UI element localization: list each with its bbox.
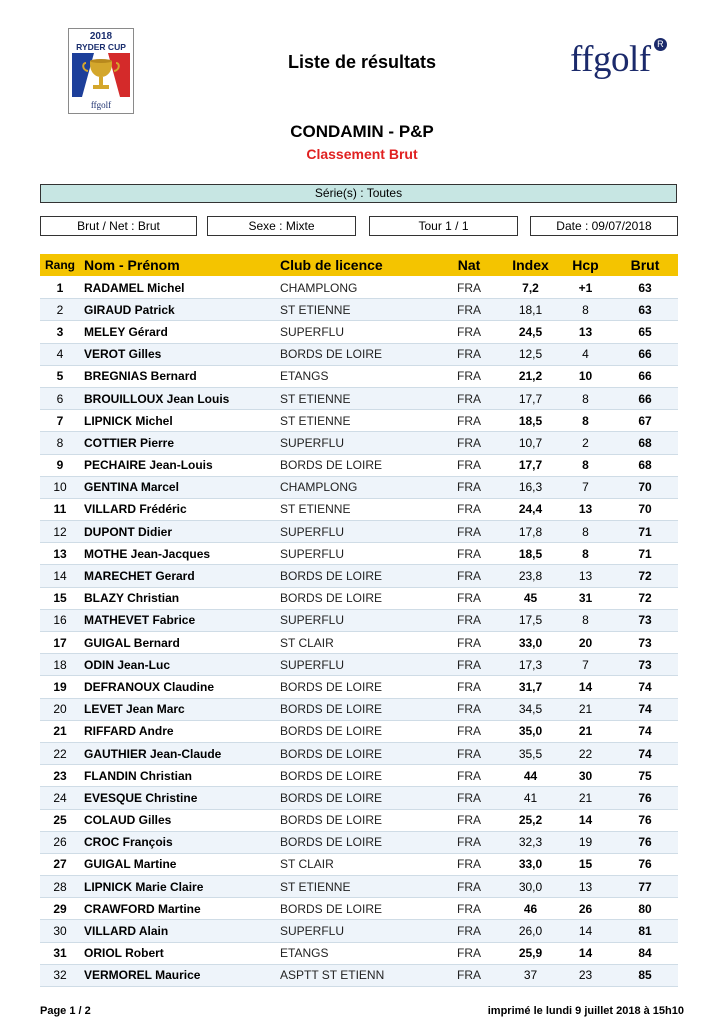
row-rang: 7: [40, 410, 80, 432]
row-index: 45: [502, 587, 559, 609]
row-index: 18,1: [502, 299, 559, 321]
row-nat: FRA: [436, 920, 502, 942]
row-hcp: 8: [559, 454, 612, 476]
row-brut: 74: [612, 720, 678, 742]
col-brut: Brut: [612, 254, 678, 277]
row-brut: 67: [612, 410, 678, 432]
row-nom: CROC François: [80, 831, 276, 853]
row-index: 23,8: [502, 565, 559, 587]
row-index: 21,2: [502, 365, 559, 387]
row-nat: FRA: [436, 277, 502, 299]
row-brut: 73: [612, 632, 678, 654]
row-rang: 19: [40, 676, 80, 698]
row-rang: 6: [40, 387, 80, 409]
row-index: 16,3: [502, 476, 559, 498]
row-nat: FRA: [436, 942, 502, 964]
row-club: ASPTT ST ETIENN: [276, 964, 436, 986]
row-club: SUPERFLU: [276, 321, 436, 343]
row-nat: FRA: [436, 853, 502, 875]
row-brut: 68: [612, 454, 678, 476]
row-brut: 72: [612, 565, 678, 587]
table-row: [40, 587, 678, 609]
row-index: 35,0: [502, 720, 559, 742]
row-rang: 8: [40, 432, 80, 454]
table-row: [40, 942, 678, 964]
row-hcp: 30: [559, 765, 612, 787]
row-brut: 66: [612, 365, 678, 387]
row-brut: 81: [612, 920, 678, 942]
row-nat: FRA: [436, 498, 502, 520]
row-brut: 70: [612, 476, 678, 498]
row-nat: FRA: [436, 387, 502, 409]
row-brut: 77: [612, 876, 678, 898]
row-nom: LIPNICK Marie Claire: [80, 876, 276, 898]
row-nom: EVESQUE Christine: [80, 787, 276, 809]
row-index: 18,5: [502, 410, 559, 432]
row-index: 25,2: [502, 809, 559, 831]
row-brut: 76: [612, 831, 678, 853]
row-hcp: 13: [559, 321, 612, 343]
row-club: ST ETIENNE: [276, 299, 436, 321]
table-row: [40, 809, 678, 831]
row-club: BORDS DE LOIRE: [276, 809, 436, 831]
row-hcp: 26: [559, 898, 612, 920]
row-brut: 74: [612, 676, 678, 698]
row-index: 17,7: [502, 387, 559, 409]
row-nom: BREGNIAS Bernard: [80, 365, 276, 387]
row-nat: FRA: [436, 432, 502, 454]
serie-banner: Série(s) : Toutes: [40, 184, 677, 203]
row-nat: FRA: [436, 964, 502, 986]
row-rang: 28: [40, 876, 80, 898]
row-nat: FRA: [436, 321, 502, 343]
row-nom: DUPONT Didier: [80, 521, 276, 543]
row-index: 12,5: [502, 343, 559, 365]
row-nat: FRA: [436, 454, 502, 476]
row-rang: 26: [40, 831, 80, 853]
row-club: BORDS DE LOIRE: [276, 898, 436, 920]
row-rang: 21: [40, 720, 80, 742]
row-index: 17,5: [502, 609, 559, 631]
row-nat: FRA: [436, 365, 502, 387]
row-hcp: 23: [559, 964, 612, 986]
table-row: [40, 787, 678, 809]
row-brut: 66: [612, 387, 678, 409]
row-brut: 63: [612, 299, 678, 321]
row-club: BORDS DE LOIRE: [276, 831, 436, 853]
row-nat: FRA: [436, 720, 502, 742]
row-nom: VILLARD Frédéric: [80, 498, 276, 520]
col-nat: Nat: [436, 254, 502, 277]
row-brut: 75: [612, 765, 678, 787]
row-brut: 72: [612, 587, 678, 609]
row-brut: 80: [612, 898, 678, 920]
logo-name: RYDER CUP: [76, 42, 126, 52]
row-club: SUPERFLU: [276, 432, 436, 454]
row-nom: LIPNICK Michel: [80, 410, 276, 432]
table-row: [40, 299, 678, 321]
row-index: 46: [502, 898, 559, 920]
row-nom: VILLARD Alain: [80, 920, 276, 942]
row-index: 35,5: [502, 742, 559, 764]
row-rang: 2: [40, 299, 80, 321]
row-hcp: 22: [559, 742, 612, 764]
table-row: [40, 410, 678, 432]
row-club: SUPERFLU: [276, 654, 436, 676]
row-nom: CRAWFORD Martine: [80, 898, 276, 920]
row-nat: FRA: [436, 809, 502, 831]
row-club: CHAMPLONG: [276, 476, 436, 498]
row-nat: FRA: [436, 299, 502, 321]
col-club: Club de licence: [276, 254, 436, 277]
table-row: [40, 543, 678, 565]
row-club: SUPERFLU: [276, 609, 436, 631]
row-hcp: 31: [559, 587, 612, 609]
row-nom: DEFRANOUX Claudine: [80, 676, 276, 698]
sexe-box: Sexe : Mixte: [207, 216, 356, 236]
table-row: [40, 654, 678, 676]
row-rang: 20: [40, 698, 80, 720]
table-row: [40, 609, 678, 631]
row-rang: 13: [40, 543, 80, 565]
row-rang: 3: [40, 321, 80, 343]
row-nat: FRA: [436, 742, 502, 764]
row-nom: GAUTHIER Jean-Claude: [80, 742, 276, 764]
row-nat: FRA: [436, 476, 502, 498]
col-index: Index: [502, 254, 559, 277]
row-nat: FRA: [436, 698, 502, 720]
row-hcp: 13: [559, 876, 612, 898]
row-club: BORDS DE LOIRE: [276, 742, 436, 764]
table-row: [40, 454, 678, 476]
table-row: [40, 365, 678, 387]
row-nat: FRA: [436, 410, 502, 432]
row-hcp: 10: [559, 365, 612, 387]
row-nom: COTTIER Pierre: [80, 432, 276, 454]
row-nom: FLANDIN Christian: [80, 765, 276, 787]
row-rang: 22: [40, 742, 80, 764]
row-hcp: 13: [559, 565, 612, 587]
table-row: [40, 720, 678, 742]
row-hcp: 8: [559, 387, 612, 409]
row-rang: 10: [40, 476, 80, 498]
print-date: imprimé le lundi 9 juillet 2018 à 15h10: [487, 1005, 684, 1017]
row-hcp: 8: [559, 299, 612, 321]
row-club: ETANGS: [276, 942, 436, 964]
col-nom: Nom - Prénom: [80, 254, 276, 277]
row-index: 7,2: [502, 277, 559, 299]
table-row: [40, 831, 678, 853]
row-club: ST ETIENNE: [276, 387, 436, 409]
row-index: 24,4: [502, 498, 559, 520]
row-rang: 16: [40, 609, 80, 631]
row-club: BORDS DE LOIRE: [276, 565, 436, 587]
row-club: BORDS DE LOIRE: [276, 765, 436, 787]
row-brut: 76: [612, 787, 678, 809]
row-nat: FRA: [436, 587, 502, 609]
row-club: BORDS DE LOIRE: [276, 698, 436, 720]
table-row: [40, 476, 678, 498]
row-nat: FRA: [436, 632, 502, 654]
table-row: [40, 964, 678, 986]
row-brut: 73: [612, 609, 678, 631]
row-index: 32,3: [502, 831, 559, 853]
page-number: Page 1 / 2: [40, 1005, 91, 1017]
table-row: [40, 277, 678, 299]
row-nom: BLAZY Christian: [80, 587, 276, 609]
row-nat: FRA: [436, 654, 502, 676]
row-nat: FRA: [436, 787, 502, 809]
row-hcp: 7: [559, 476, 612, 498]
row-rang: 27: [40, 853, 80, 875]
row-rang: 31: [40, 942, 80, 964]
row-nat: FRA: [436, 676, 502, 698]
row-index: 26,0: [502, 920, 559, 942]
row-rang: 32: [40, 964, 80, 986]
row-hcp: 20: [559, 632, 612, 654]
row-hcp: 21: [559, 787, 612, 809]
row-hcp: 8: [559, 543, 612, 565]
row-nat: FRA: [436, 343, 502, 365]
row-rang: 15: [40, 587, 80, 609]
row-club: BORDS DE LOIRE: [276, 587, 436, 609]
row-nom: MATHEVET Fabrice: [80, 609, 276, 631]
row-hcp: 8: [559, 410, 612, 432]
logo-year: 2018: [89, 31, 113, 42]
row-nom: MARECHET Gerard: [80, 565, 276, 587]
row-nom: GIRAUD Patrick: [80, 299, 276, 321]
date-box: Date : 09/07/2018: [530, 216, 678, 236]
row-nom: RADAMEL Michel: [80, 277, 276, 299]
row-index: 33,0: [502, 632, 559, 654]
row-club: ST ETIENNE: [276, 410, 436, 432]
table-row: [40, 632, 678, 654]
table-row: [40, 765, 678, 787]
row-hcp: 7: [559, 654, 612, 676]
row-rang: 30: [40, 920, 80, 942]
row-rang: 5: [40, 365, 80, 387]
row-hcp: 4: [559, 343, 612, 365]
row-nat: FRA: [436, 831, 502, 853]
row-nom: GUIGAL Martine: [80, 853, 276, 875]
row-brut: 71: [612, 543, 678, 565]
table-row: [40, 898, 678, 920]
table-row: [40, 432, 678, 454]
row-club: BORDS DE LOIRE: [276, 676, 436, 698]
row-hcp: 15: [559, 853, 612, 875]
results-table: [40, 254, 678, 987]
row-nat: FRA: [436, 543, 502, 565]
row-nom: LEVET Jean Marc: [80, 698, 276, 720]
row-nat: FRA: [436, 521, 502, 543]
row-rang: 14: [40, 565, 80, 587]
row-nat: FRA: [436, 609, 502, 631]
row-hcp: 14: [559, 942, 612, 964]
tour-box: Tour 1 / 1: [369, 216, 518, 236]
row-rang: 29: [40, 898, 80, 920]
row-hcp: 21: [559, 720, 612, 742]
classement-subtitle: Classement Brut: [306, 146, 418, 162]
ffgolf-logo-text: ffgolf: [570, 39, 651, 80]
row-club: CHAMPLONG: [276, 277, 436, 299]
row-brut: 65: [612, 321, 678, 343]
row-nat: FRA: [436, 765, 502, 787]
row-index: 41: [502, 787, 559, 809]
row-nom: MOTHE Jean-Jacques: [80, 543, 276, 565]
row-index: 18,5: [502, 543, 559, 565]
table-row: [40, 343, 678, 365]
row-club: BORDS DE LOIRE: [276, 454, 436, 476]
row-nom: GENTINA Marcel: [80, 476, 276, 498]
row-nom: PECHAIRE Jean-Louis: [80, 454, 276, 476]
row-nat: FRA: [436, 898, 502, 920]
row-hcp: 14: [559, 809, 612, 831]
row-index: 30,0: [502, 876, 559, 898]
row-nom: MELEY Gérard: [80, 321, 276, 343]
row-nom: BROUILLOUX Jean Louis: [80, 387, 276, 409]
table-row: [40, 387, 678, 409]
row-rang: 9: [40, 454, 80, 476]
row-brut: 76: [612, 853, 678, 875]
row-club: ST ETIENNE: [276, 498, 436, 520]
row-brut: 84: [612, 942, 678, 964]
table-row: [40, 920, 678, 942]
row-nom: GUIGAL Bernard: [80, 632, 276, 654]
row-index: 17,8: [502, 521, 559, 543]
row-nat: FRA: [436, 565, 502, 587]
table-row: [40, 676, 678, 698]
row-index: 17,3: [502, 654, 559, 676]
row-index: 17,7: [502, 454, 559, 476]
row-club: BORDS DE LOIRE: [276, 720, 436, 742]
table-row: [40, 698, 678, 720]
row-rang: 12: [40, 521, 80, 543]
row-nom: ODIN Jean-Luc: [80, 654, 276, 676]
row-index: 37: [502, 964, 559, 986]
row-club: SUPERFLU: [276, 920, 436, 942]
row-rang: 23: [40, 765, 80, 787]
row-nom: VERMOREL Maurice: [80, 964, 276, 986]
row-nom: VEROT Gilles: [80, 343, 276, 365]
row-brut: 66: [612, 343, 678, 365]
brut-net-box: Brut / Net : Brut: [40, 216, 197, 236]
table-row: [40, 565, 678, 587]
row-hcp: 8: [559, 609, 612, 631]
row-hcp: 2: [559, 432, 612, 454]
competition-title: CONDAMIN - P&P: [290, 122, 434, 141]
row-brut: 76: [612, 809, 678, 831]
row-rang: 24: [40, 787, 80, 809]
row-hcp: 14: [559, 676, 612, 698]
row-rang: 11: [40, 498, 80, 520]
row-index: 31,7: [502, 676, 559, 698]
logo-sub: ffgolf: [90, 100, 112, 110]
row-nat: FRA: [436, 876, 502, 898]
col-hcp: Hcp: [559, 254, 612, 277]
row-hcp: 13: [559, 498, 612, 520]
row-club: SUPERFLU: [276, 521, 436, 543]
table-row: [40, 498, 678, 520]
row-brut: 63: [612, 277, 678, 299]
page-title: Liste de résultats: [287, 52, 437, 72]
row-index: 25,9: [502, 942, 559, 964]
row-index: 24,5: [502, 321, 559, 343]
row-index: 44: [502, 765, 559, 787]
row-club: BORDS DE LOIRE: [276, 787, 436, 809]
row-brut: 70: [612, 498, 678, 520]
row-hcp: 8: [559, 521, 612, 543]
row-rang: 17: [40, 632, 80, 654]
table-row: [40, 853, 678, 875]
row-rang: 18: [40, 654, 80, 676]
row-hcp: +1: [559, 277, 612, 299]
row-club: SUPERFLU: [276, 543, 436, 565]
row-club: ETANGS: [276, 365, 436, 387]
row-hcp: 14: [559, 920, 612, 942]
row-nom: ORIOL Robert: [80, 942, 276, 964]
row-index: 33,0: [502, 853, 559, 875]
row-index: 34,5: [502, 698, 559, 720]
row-brut: 74: [612, 742, 678, 764]
row-rang: 4: [40, 343, 80, 365]
table-row: [40, 321, 678, 343]
row-hcp: 21: [559, 698, 612, 720]
row-club: BORDS DE LOIRE: [276, 343, 436, 365]
row-rang: 1: [40, 277, 80, 299]
col-rang: Rang: [40, 254, 80, 277]
row-club: ST ETIENNE: [276, 876, 436, 898]
table-row: [40, 742, 678, 764]
row-nom: COLAUD Gilles: [80, 809, 276, 831]
row-rang: 25: [40, 809, 80, 831]
table-row: [40, 876, 678, 898]
row-nom: RIFFARD Andre: [80, 720, 276, 742]
row-club: ST CLAIR: [276, 632, 436, 654]
registered-mark-icon: R: [654, 38, 667, 51]
table-header-row: [40, 254, 678, 277]
row-index: 10,7: [502, 432, 559, 454]
row-club: ST CLAIR: [276, 853, 436, 875]
table-row: [40, 521, 678, 543]
row-brut: 85: [612, 964, 678, 986]
row-brut: 74: [612, 698, 678, 720]
row-hcp: 19: [559, 831, 612, 853]
row-brut: 73: [612, 654, 678, 676]
row-brut: 68: [612, 432, 678, 454]
row-brut: 71: [612, 521, 678, 543]
